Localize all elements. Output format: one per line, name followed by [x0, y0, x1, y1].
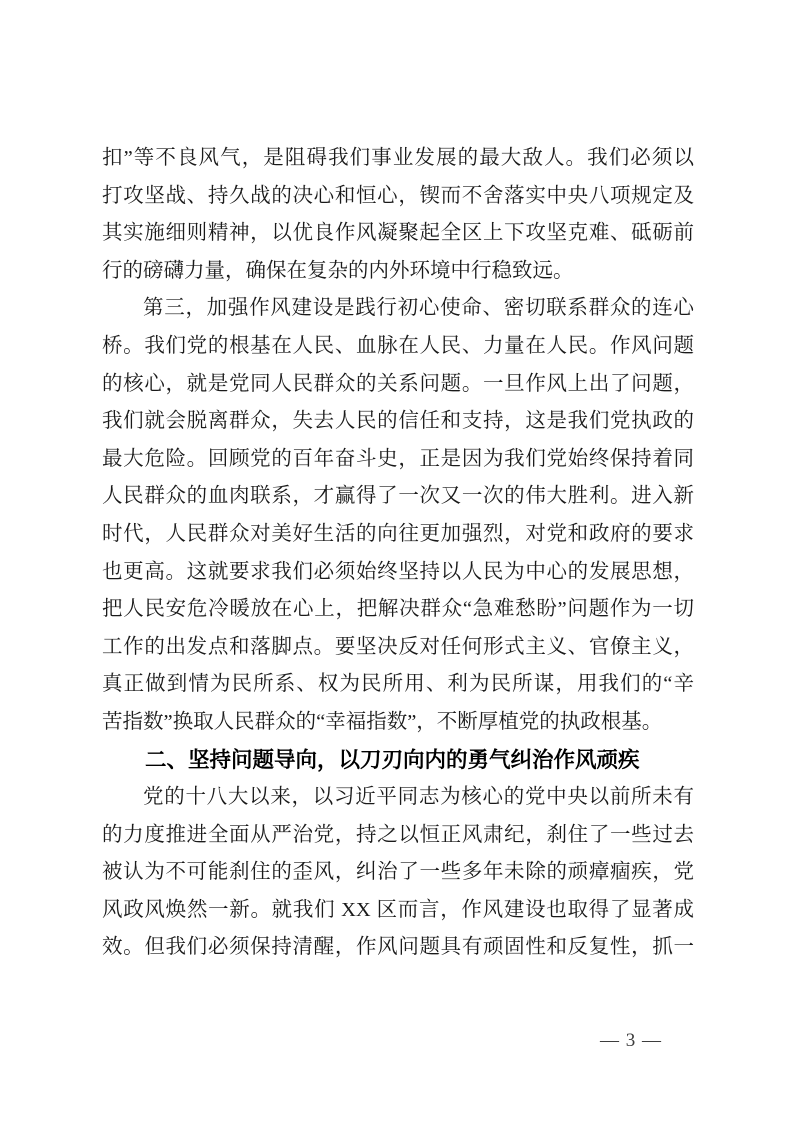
section-heading: 二、坚持问题导向，以刀刃向内的勇气纠治作风顽疾 [145, 747, 640, 772]
text-line: 打攻坚战、持久战的决心和恒心，锲而不舍落实中央八项规定及 [102, 184, 694, 207]
text-line: 的核心，就是党同人民群众的关系问题。一旦作风上出了问题， [102, 372, 694, 395]
text-line: 扣”等不良风气，是阻碍我们事业发展的最大敌人。我们必须以 [102, 147, 694, 169]
text-line: 的力度推进全面从严治党，持之以恒正风肃纪，刹住了一些过去 [102, 823, 694, 846]
text-line: 苦指数”换取人民群众的“幸福指数”，不断厚植党的执政根基。 [102, 710, 663, 733]
text-line: 我们就会脱离群众，失去人民的信任和支持，这是我们党执政的 [102, 410, 694, 433]
text-line: 被认为不可能刹住的歪风，纠治了一些多年未除的顽瘴痼疾，党 [102, 861, 694, 884]
page-number: — 3 — [600, 1030, 661, 1051]
text-line: 桥。我们党的根基在人民、血脉在人民、力量在人民。作风问题 [102, 334, 694, 357]
text-line: 时代，人民群众对美好生活的向往更加强烈，对党和政府的要求 [102, 522, 694, 545]
paragraph-third-point [102, 290, 694, 741]
text-line: 第三，加强作风建设是践行初心使命、密切联系群众的连心 [143, 297, 694, 320]
text-line: 真正做到情为民所系、权为民所用、利为民所谋，用我们的“辛 [102, 673, 694, 696]
text-line: 党的十八大以来，以习近平同志为核心的党中央以前所未有 [143, 786, 694, 809]
paragraph-continuation [102, 140, 694, 290]
text-line: 工作的出发点和落脚点。要坚决反对任何形式主义、官僚主义， [102, 635, 694, 658]
text-line: 也更高。这就要求我们必须始终坚持以人民为中心的发展思想， [102, 560, 694, 583]
text-line: 行的磅礴力量，确保在复杂的内外环境中行稳致远。 [102, 259, 574, 282]
text-line: 其实施细则精神，以优良作风凝聚起全区上下攻坚克难、砥砺前 [102, 222, 694, 245]
text-line: 最大危险。回顾党的百年奋斗史，正是因为我们党始终保持着同 [102, 447, 694, 470]
text-line: 风政风焕然一新。就我们 XX 区而言，作风建设也取得了显著成 [102, 898, 694, 921]
text-line: 效。但我们必须保持清醒，作风问题具有顽固性和反复性，抓一 [102, 936, 694, 959]
text-line: 人民群众的血肉联系，才赢得了一次又一次的伟大胜利。进入新 [102, 485, 694, 508]
paragraph-section-two-intro [102, 779, 694, 967]
document-body [102, 140, 694, 967]
text-line: 把人民安危冷暖放在心上，把解决群众“急难愁盼”问题作为一切 [102, 598, 694, 621]
